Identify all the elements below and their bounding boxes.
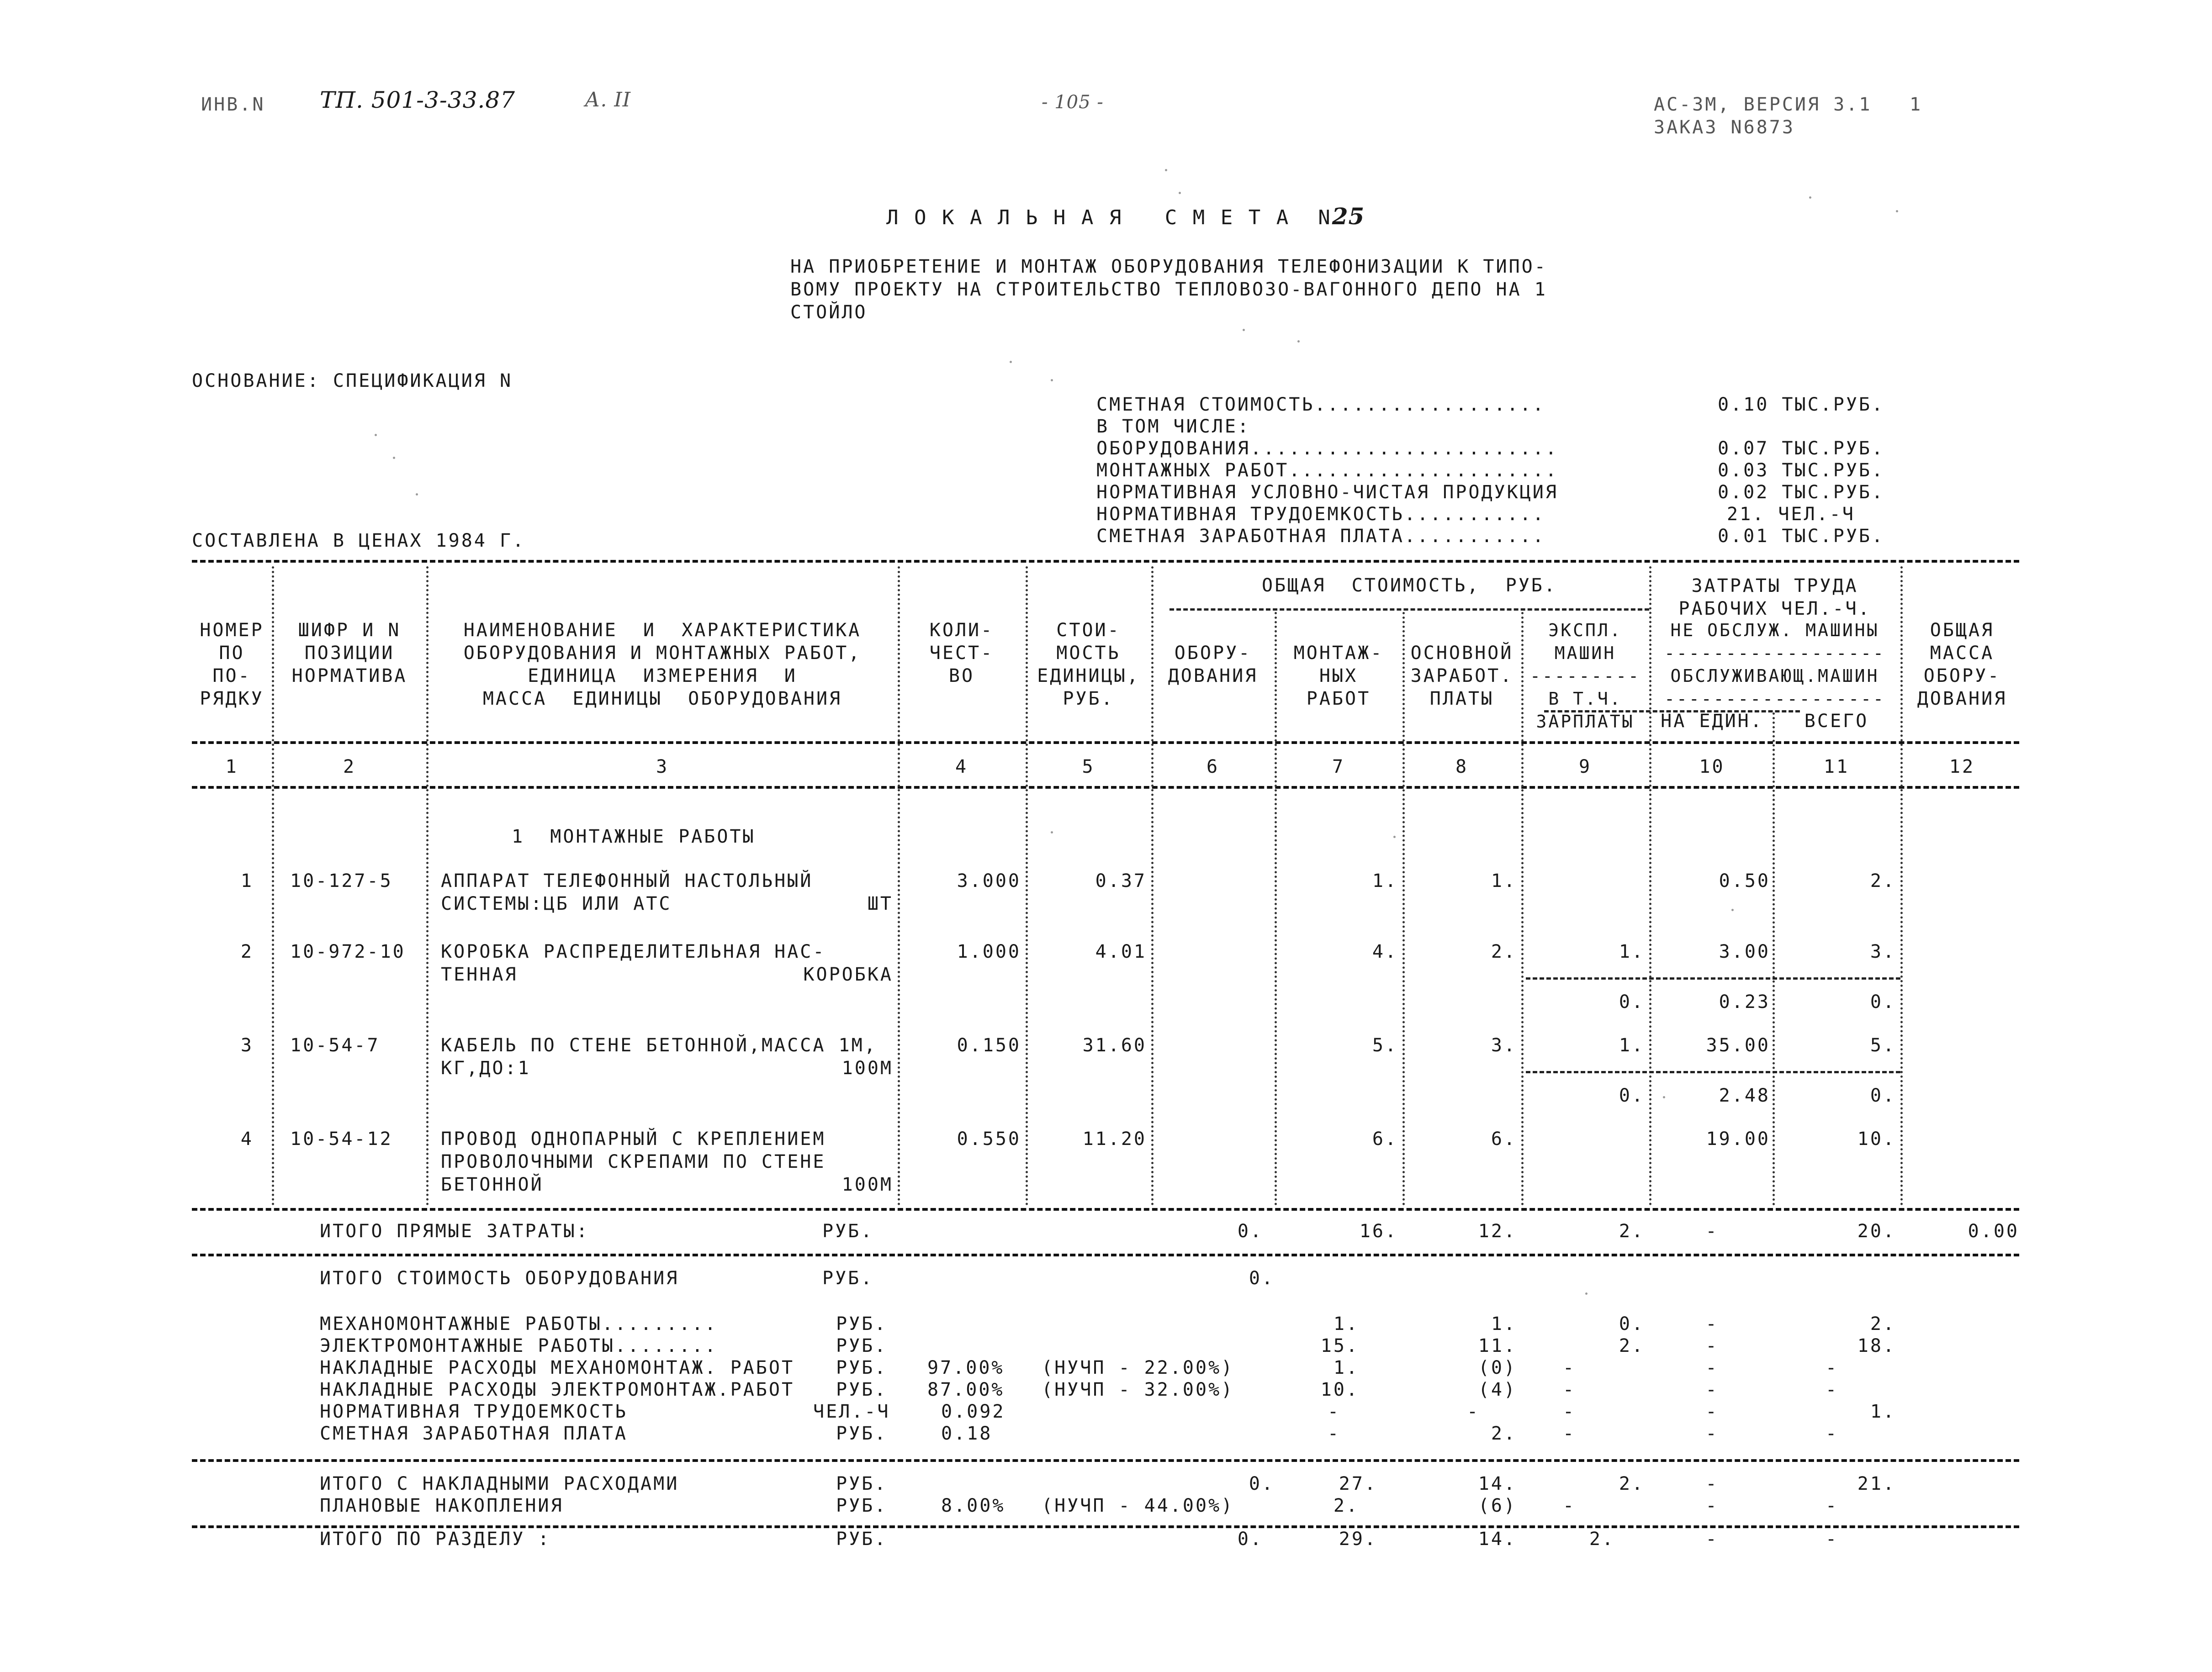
items-end-rule [192,1208,2019,1211]
overhead-total-equipment: 0. [1249,1473,1275,1494]
col-number-11: 11 [1823,756,1850,777]
summary-value-5: 0.02 ТЫС.РУБ. [1718,482,1885,503]
row-1-price: 0.37 [1095,870,1147,891]
numbers-rule [192,786,2019,789]
header-col-5: СТОИ- МОСТЬ ЕДИНИЦЫ, РУБ. [1037,620,1140,709]
line-2-mont: 15. [1320,1335,1359,1356]
header-col-7: МОНТАЖ- НЫХ РАБОТ [1293,643,1384,709]
row-3-total: 5. [1870,1035,1896,1056]
line-2-unit: РУБ. [836,1335,888,1356]
row-1-total: 2. [1870,870,1896,891]
line-3-percent: 97.00% [927,1357,1005,1378]
row-4-zp: 6. [1491,1129,1517,1150]
line-3-nuchp: (НУЧП - 22.00%) [1042,1357,1234,1378]
header-labor-sub: НЕ ОБСЛУЖ. МАШИНЫ ------------------ ОБСЛУЖИВАЮЩ.МАШИН ------------------ [1664,620,1885,709]
section-total-machines: 2. [1589,1529,1615,1550]
summary-label-4: МОНТАЖНЫХ РАБОТ..................... [1096,460,1558,481]
line-6-unit: РУБ. [836,1423,888,1444]
row-3-number: 3 [240,1035,254,1056]
line-4-unit: РУБ. [836,1379,888,1400]
header-rule [192,741,2019,744]
header-col-8: ОСНОВНОЙ ЗАРАБОТ. ПЛАТЫ [1410,643,1513,709]
line-1-total: 2. [1870,1313,1896,1334]
line-2-per-unit: - [1705,1335,1719,1356]
line-3-total: - [1825,1357,1839,1378]
line-1-per-unit: - [1705,1313,1719,1334]
line-4-per-unit: - [1705,1379,1719,1400]
scan-speck [1051,379,1053,381]
planned-savings-zp: (6) [1478,1495,1517,1516]
planned-savings-mont: 2. [1333,1495,1359,1516]
header-col-3: НАИМЕНОВАНИЕ И ХАРАКТЕРИСТИКА ОБОРУДОВАНИЯ И МОНТАЖНЫХ РАБОТ, ЕДИНИЦА ИЗМЕРЕНИЯ И МАССА ЕДИНИЦЫ ОБОРУДОВАНИЯ [463,620,862,709]
row-1-qty: 3.000 [957,870,1021,891]
summary-value-7: 0.01 ТЫС.РУБ. [1718,526,1885,547]
direct-total-rule [192,1254,2019,1256]
row-4-code: 10-54-12 [290,1129,393,1150]
direct-costs-mont: 16. [1359,1221,1398,1242]
planned-savings-per-unit: - [1705,1495,1719,1516]
planned-savings-total: - [1825,1495,1839,1516]
col-number-5: 5 [1082,756,1095,777]
order-number: ЗАКАЗ N6873 [1654,117,1795,138]
direct-costs-machines: 2. [1619,1221,1645,1242]
lines-end-rule [192,1459,2019,1462]
row-4-qty: 0.550 [957,1129,1021,1150]
row-3-zp: 3. [1491,1035,1517,1056]
header-col-2: ШИФР И N ПОЗИЦИИ НОРМАТИВА [291,620,407,686]
scan-speck [1165,169,1167,171]
row-3-mont: 5. [1372,1035,1398,1056]
line-4-label: НАКЛАДНЫЕ РАСХОДЫ ЭЛЕКТРОМОНТАЖ.РАБОТ [320,1379,795,1400]
col-sep-2 [426,566,429,1206]
title-label: Л О К А Л Ь Н А Я С М Е Т А N [886,206,1332,229]
row-3-name-1: КАБЕЛЬ ПО СТЕНЕ БЕТОННОЙ,МАССА 1М, [441,1035,877,1056]
scan-speck [1297,340,1300,343]
row-1-name-1: АППАРАТ ТЕЛЕФОННЫЙ НАСТОЛЬНЫЙ [441,870,813,891]
scan-speck [1010,361,1012,363]
col-number-4: 4 [955,756,968,777]
line-5-total: 1. [1870,1401,1896,1422]
inventory-number: ИНВ.N [201,94,265,115]
sheet-number: 1 [1910,94,1923,115]
scan-speck [375,434,377,436]
header-col-11: ВСЕГО [1804,711,1869,732]
summary-label-6: НОРМАТИВНАЯ ТРУДОЕМКОСТЬ........... [1096,504,1545,525]
summary-label-5: НОРМАТИВНАЯ УСЛОВНО-ЧИСТАЯ ПРОДУКЦИЯ [1096,482,1558,503]
direct-costs-total: 20. [1857,1221,1896,1242]
planned-savings-percent: 8.00% [941,1495,1005,1516]
col-number-8: 8 [1455,756,1469,777]
row-3-machines: 1. [1619,1035,1645,1056]
scan-speck [1051,831,1053,833]
section-total-mont: 29. [1339,1529,1377,1550]
line-4-percent: 87.00% [927,1379,1005,1400]
scan-speck [1393,836,1396,838]
row-2-machines-zp: 0. [1619,992,1645,1013]
title-line-1: НА ПРИОБРЕТЕНИЕ И МОНТАЖ ОБОРУДОВАНИЯ ТЕЛЕФОНИЗАЦИИ К ТИПО- [790,256,1547,277]
line-6-label: СМЕТНАЯ ЗАРАБОТНАЯ ПЛАТА [320,1423,628,1444]
section-title: 1 МОНТАЖНЫЕ РАБОТЫ [512,826,756,847]
line-2-label: ЭЛЕКТРОМОНТАЖНЫЕ РАБОТЫ........ [320,1335,718,1356]
row-4-price: 11.20 [1082,1129,1147,1150]
row-3-per-unit-2: 2.48 [1719,1085,1770,1106]
row-2-code: 10-972-10 [290,941,406,962]
row-2-zp: 2. [1491,941,1517,962]
direct-costs-mass: 0.00 [1968,1221,2019,1242]
row-2-machines: 1. [1619,941,1645,962]
planned-savings-machines: - [1562,1495,1576,1516]
row-2-total: 3. [1870,941,1896,962]
row-1-unit: ШТ [867,893,893,914]
line-5-zp: - [1466,1401,1480,1422]
col-number-12: 12 [1949,756,1975,777]
direct-costs-unit: РУБ. [822,1221,874,1242]
line-2-machines: 2. [1619,1335,1645,1356]
col-number-7: 7 [1332,756,1345,777]
equipment-total-label: ИТОГО СТОИМОСТЬ ОБОРУДОВАНИЯ [320,1268,679,1289]
overhead-total-label: ИТОГО С НАКЛАДНЫМИ РАСХОДАМИ [320,1473,679,1494]
line-3-zp: (0) [1478,1357,1517,1378]
line-2-zp: 11. [1478,1335,1517,1356]
row-2-name-1: КОРОБКА РАСПРЕДЕЛИТЕЛЬНАЯ НАС- [441,941,826,962]
summary-value-1: 0.10 ТЫС.РУБ. [1718,394,1885,415]
row-3-per-unit: 35.00 [1706,1035,1770,1056]
section-total-unit: РУБ. [836,1529,888,1550]
line-3-machines: - [1562,1357,1576,1378]
section-total-label: ИТОГО ПО РАЗДЕЛУ : [320,1529,551,1550]
section-total-per-unit: - [1705,1529,1719,1550]
title-line-2: ВОМУ ПРОЕКТУ НА СТРОИТЕЛЬСТВО ТЕПЛОВОЗО-ВАГОННОГО ДЕПО НА 1 [790,279,1547,300]
row-2-mont: 4. [1372,941,1398,962]
row-3-split-rule [1526,1071,1900,1073]
row-4-name-2: ПРОВОЛОЧНЫМИ СКРЕПАМИ ПО СТЕНЕ [441,1151,826,1172]
row-1-zp: 1. [1491,870,1517,891]
row-2-unit: КОРОБКА [803,964,893,985]
row-1-name-2: СИСТЕМЫ:ЦБ ИЛИ АТС [441,893,672,914]
line-4-total: - [1825,1379,1839,1400]
header-group-labor: ЗАТРАТЫ ТРУДА РАБОЧИХ ЧЕЛ.-Ч. [1678,575,1871,619]
basis-line: ОСНОВАНИЕ: СПЕЦИФИКАЦИЯ N [192,370,513,391]
row-4-mont: 6. [1372,1129,1398,1150]
page-number: - 105 - [1042,92,1104,113]
row-2-price: 4.01 [1095,941,1147,962]
scan-speck [1731,909,1734,911]
scan-speck [416,493,418,496]
scan-speck [1243,329,1245,331]
line-3-mont: 1. [1333,1357,1359,1378]
row-2-name-2: ТЕННАЯ [441,964,518,985]
summary-label-1: СМЕТНАЯ СТОИМОСТЬ.................. [1096,394,1545,415]
scan-speck [393,457,395,459]
system-version: АС-3М, ВЕРСИЯ 3.1 [1654,94,1872,115]
row-3-code: 10-54-7 [290,1035,380,1056]
row-2-qty: 1.000 [957,941,1021,962]
row-2-total-2: 0. [1870,992,1896,1013]
section-total-total: - [1825,1529,1839,1550]
line-6-mont: - [1327,1423,1341,1444]
scan-speck [1179,192,1181,194]
row-3-qty: 0.150 [957,1035,1021,1056]
header-col-4: КОЛИ- ЧЕСТ- ВО [929,620,994,686]
line-3-unit: РУБ. [836,1357,888,1378]
title-line-3: СТОЙЛО [790,302,868,323]
line-4-mont: 10. [1320,1379,1359,1400]
col-number-3: 3 [656,756,669,777]
row-3-unit: 100М [841,1058,893,1079]
line-3-per-unit: - [1705,1357,1719,1378]
section-total-row-clipped [0,1529,2212,1550]
direct-costs-zp: 12. [1478,1221,1517,1242]
scan-speck [1585,1292,1588,1295]
line-5-value: 0.092 [941,1401,1005,1422]
header-group-total-cost: ОБЩАЯ СТОИМОСТЬ, РУБ. [1262,575,1557,596]
overhead-total-total: 21. [1857,1473,1896,1494]
col-number-10: 10 [1699,756,1725,777]
row-1-per-unit: 0.50 [1719,870,1770,891]
table-top-rule [192,560,2019,563]
overhead-total-machines: 2. [1619,1473,1645,1494]
row-2-split-rule [1526,977,1900,980]
line-5-unit: ЧЕЛ.-Ч [813,1401,890,1422]
row-4-per-unit: 19.00 [1706,1129,1770,1150]
overhead-total-per-unit: - [1705,1473,1719,1494]
line-1-unit: РУБ. [836,1313,888,1334]
row-3-price: 31.60 [1082,1035,1147,1056]
line-4-machines: - [1562,1379,1576,1400]
row-1-code: 10-127-5 [290,870,393,891]
project-code: ТП. 501-3-33.87 [320,87,515,113]
direct-costs-equipment: 0. [1237,1221,1263,1242]
line-5-mont: - [1327,1401,1341,1422]
col-number-1: 1 [225,756,238,777]
equipment-total-value: 0. [1249,1268,1275,1289]
composed-line: СОСТАВЛЕНА В ЦЕНАХ 1984 Г. [192,530,526,551]
line-5-machines: - [1562,1401,1576,1422]
direct-costs-per-unit: - [1705,1221,1719,1242]
line-6-value: 0.18 [941,1423,993,1444]
line-3-label: НАКЛАДНЫЕ РАСХОДЫ МЕХАНОМОНТАЖ. РАБОТ [320,1357,795,1378]
line-6-machines: - [1562,1423,1576,1444]
col-number-2: 2 [343,756,356,777]
line-1-machines: 0. [1619,1313,1645,1334]
line-6-total: - [1825,1423,1839,1444]
row-2-number: 2 [240,941,254,962]
row-2-per-unit-2: 0.23 [1719,992,1770,1013]
section-total-zp: 14. [1478,1529,1517,1550]
row-4-total: 10. [1857,1129,1896,1150]
row-3-total-2: 0. [1870,1085,1896,1106]
header-col-6: ОБОРУ- ДОВАНИЯ [1168,643,1258,686]
equipment-total-unit: РУБ. [822,1268,874,1289]
planned-savings-nuchp: (НУЧП - 44.00%) [1042,1495,1234,1516]
line-1-label: МЕХАНОМОНТАЖНЫЕ РАБОТЫ......... [320,1313,718,1334]
col-number-6: 6 [1206,756,1220,777]
line-2-total: 18. [1857,1335,1896,1356]
line-5-per-unit: - [1705,1401,1719,1422]
scan-speck [1896,210,1898,212]
row-4-name-1: ПРОВОД ОДНОПАРНЫЙ С КРЕПЛЕНИЕМ [441,1129,826,1150]
summary-label-2: В ТОМ ЧИСЛЕ: [1096,416,1250,437]
line-4-nuchp: (НУЧП - 32.00%) [1042,1379,1234,1400]
line-1-mont: 1. [1333,1313,1359,1334]
header-col-9: ЭКСПЛ. МАШИН --------- В Т.Ч. ЗАРПЛАТЫ [1530,620,1640,732]
col-number-9: 9 [1578,756,1592,777]
overhead-total-unit: РУБ. [836,1473,888,1494]
header-col-10: НА ЕДИН. [1661,711,1763,732]
estimate-number: 25 [1332,203,1365,230]
row-1-mont: 1. [1372,870,1398,891]
group-cost-rule [1170,608,1649,611]
header-col-1: НОМЕР ПО ПО- РЯДКУ [200,620,264,709]
row-4-number: 4 [240,1129,254,1150]
line-5-label: НОРМАТИВНАЯ ТРУДОЕМКОСТЬ [320,1401,628,1422]
row-3-name-2: КГ,ДО:1 [441,1058,531,1079]
summary-value-6: 21. ЧЕЛ.-Ч [1727,504,1855,525]
row-4-unit: 100М [841,1174,893,1195]
row-4-name-3: БЕТОННОЙ [441,1174,544,1195]
document-title [886,203,1365,230]
planned-savings-unit: РУБ. [836,1495,888,1516]
row-2-per-unit: 3.00 [1719,941,1770,962]
album-number: А. II [585,88,631,111]
summary-value-4: 0.03 ТЫС.РУБ. [1718,460,1885,481]
overhead-total-zp: 14. [1478,1473,1517,1494]
row-3-machines-zp: 0. [1619,1085,1645,1106]
direct-costs-label: ИТОГО ПРЯМЫЕ ЗАТРАТЫ: [320,1221,589,1242]
header-col-12: ОБЩАЯ МАССА ОБОРУ- ДОВАНИЯ [1917,620,2007,709]
line-4-zp: (4) [1478,1379,1517,1400]
section-total-equipment: 0. [1237,1529,1263,1550]
planned-savings-label: ПЛАНОВЫЕ НАКОПЛЕНИЯ [320,1495,564,1516]
line-6-zp: 2. [1491,1423,1517,1444]
line-1-zp: 1. [1491,1313,1517,1334]
summary-label-3: ОБОРУДОВАНИЯ........................ [1096,438,1558,459]
summary-label-7: СМЕТНАЯ ЗАРАБОТНАЯ ПЛАТА........... [1096,526,1545,547]
scan-speck [1663,1096,1665,1098]
line-6-per-unit: - [1705,1423,1719,1444]
summary-value-3: 0.07 ТЫС.РУБ. [1718,438,1885,459]
scan-speck [1809,196,1811,199]
overhead-total-mont: 27. [1339,1473,1377,1494]
row-1-number: 1 [240,870,254,891]
